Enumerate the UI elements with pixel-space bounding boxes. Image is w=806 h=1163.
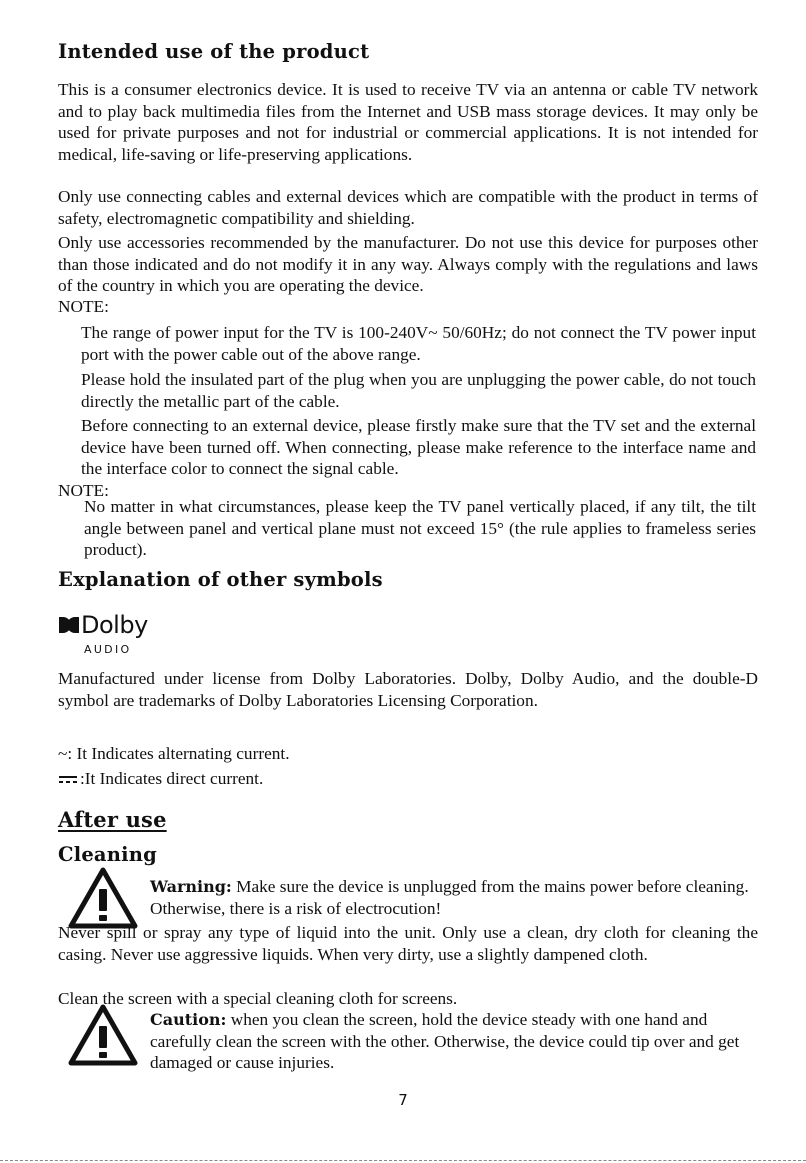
warning-label: Warning: (150, 877, 232, 896)
dolby-double-d-icon (58, 615, 80, 635)
paragraph-clean-screen: Clean the screen with a special cleaning cloth for screens. (58, 989, 458, 1008)
caution-label: Caution: (150, 1010, 227, 1029)
paragraph-intended-1: This is a consumer electronics device. It is used to receive TV via an antenna or cable TV network and to play back multimedia files from the Internet and USB mass storage devices. It may only be used for private purposes and not for industrial or commercial applications. It is not intended for medical, life-saving or life-preserving applications. (58, 80, 758, 164)
warning-text: Make sure the device is unplugged from the mains power before cleaning. Otherwise, there is a risk of electrocution! (150, 877, 749, 918)
dolby-logo-sub: AUDIO (84, 643, 132, 656)
heading-intended-use: Intended use of the product (58, 40, 370, 63)
note-label-2: NOTE: (58, 481, 109, 500)
heading-explanation-symbols: Explanation of other symbols (58, 568, 383, 591)
dc-symbol-line (58, 769, 263, 789)
warning-triangle-icon (68, 867, 138, 929)
note-item-plug: Please hold the insulated part of the plug when you are unplugging the power cable, do not touch directly the metallic part of the cable. (81, 370, 756, 411)
direct-current-icon (58, 775, 78, 785)
footer-divider (0, 1160, 806, 1161)
dolby-audio-logo (58, 611, 168, 657)
warning-block (150, 876, 760, 919)
caution-triangle-icon (68, 1004, 138, 1066)
dc-symbol-text: :It Indicates direct current. (80, 769, 264, 788)
note-item-external-device: Before connecting to an external device, please firstly make sure that the TV set and the external device have been turned off. When connecting, please make reference to the interface name and the interface color to connect the signal cable. (81, 416, 756, 478)
paragraph-intended-3: Only use accessories recommended by the manufacturer. Do not use this device for purposes other than those indicated and do not modify it in any way. Always comply with the regulations and laws of the country in which you are operating the device. (58, 233, 758, 295)
paragraph-never-spill: Never spill or spray any type of liquid into the unit. Only use a clean, dry cloth for cleaning the casing. Never use aggressive liquids. When very dirty, use a slightly dampened cloth. (58, 923, 758, 964)
ac-symbol-line: ~: It Indicates alternating current. (58, 744, 290, 763)
dolby-trademark-text: Manufactured under license from Dolby Laboratories. Dolby, Dolby Audio, and the double-D symbol are trademarks of Dolby Laboratories Licensing Corporation. (58, 669, 758, 710)
heading-after-use: After use (58, 807, 167, 832)
page-number: 7 (398, 1091, 408, 1109)
paragraph-intended-2: Only use connecting cables and external devices which are compatible with the product in terms of safety, electromagnetic compatibility and shielding. (58, 187, 758, 228)
caution-text: when you clean the screen, hold the device steady with one hand and carefully clean the screen with the other. Otherwise, the device could tip over and get damaged or cause injuries. (150, 1010, 740, 1072)
note-tilt-text: No matter in what circumstances, please keep the TV panel vertically placed, if any tilt, the tilt angle between panel and vertical plane must not exceed 15° (the rule applies to frameless series product). (84, 497, 756, 559)
heading-cleaning: Cleaning (58, 843, 157, 866)
dolby-logo-word: Dolby (81, 611, 148, 639)
caution-block (150, 1009, 760, 1074)
note-label-1: NOTE: (58, 297, 109, 316)
note-item-power-range: The range of power input for the TV is 100-240V~ 50/60Hz; do not connect the TV power input port with the power cable out of the above range. (81, 323, 756, 364)
